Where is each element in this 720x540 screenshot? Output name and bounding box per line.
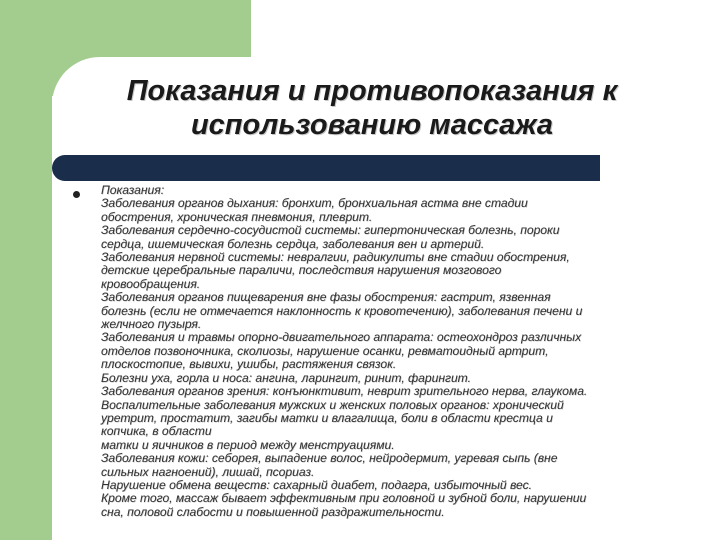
indications-line: обострения, хроническая пневмония, плеврит. xyxy=(101,209,373,224)
indications-line: Заболевания органов дыхания: бронхит, бронхиальная астма вне стадии xyxy=(101,196,528,211)
title-underline-bar xyxy=(52,155,600,181)
indications-line: сна, половой слабости и повышенной раздражительности. xyxy=(101,504,445,519)
indications-text xyxy=(101,184,671,519)
indications-line: сердца, ишемическая болезнь сердца, заболевания вен и артерий. xyxy=(101,236,485,251)
indications-line: сильных нагноений), лишай, псориаз. xyxy=(101,464,315,479)
indications-line: Кроме того, массаж бывает эффективным при головной и зубной боли, нарушении xyxy=(101,491,587,506)
indications-line: матки и яичников в период между менструациями. xyxy=(101,437,395,452)
indications-line: кровообращения. xyxy=(101,276,201,291)
indications-line: Заболевания и травмы опорно-двигательного аппарата: остеохондроз различных xyxy=(101,330,582,345)
indications-line: Заболевания кожи: себорея, выпадение волос, нейродермит, угревая сыпь (вне xyxy=(101,451,558,466)
indications-line: желчного пузыря. xyxy=(101,317,202,332)
indications-line: детские церебральные параличи, последствия нарушения мозгового xyxy=(101,263,502,278)
indications-line: отделов позвоночника, сколиозы, нарушение осанки, ревматоидный артрит, xyxy=(101,343,549,358)
indications-line: Болезни уха, горла и носа: ангина, ларингит, ринит, фарингит. xyxy=(101,370,471,385)
slide-title xyxy=(62,74,682,142)
indications-line: копчика, в области xyxy=(101,424,212,439)
indications-line: болезнь (если не отмечается наклонность к кровотечению), заболевания печени и xyxy=(101,303,583,318)
indications-line: Заболевания органов пищеварения вне фазы обострения: гастрит, язвенная xyxy=(101,290,551,305)
indications-line: Нарушение обмена веществ: сахарный диабет, подагра, избыточный вес. xyxy=(101,477,533,492)
bullet-icon xyxy=(73,191,80,198)
indications-line: Заболевания нервной системы: невралгии, радикулиты вне стадии обострения, xyxy=(101,250,570,265)
indications-line: Заболевания сердечно-сосудистой системы: гипертоническая болезнь, пороки xyxy=(101,223,560,238)
slide-title-line: Показания и противопоказания к xyxy=(126,75,618,107)
green-side-strip xyxy=(0,0,52,540)
indications-line: Воспалительные заболевания мужских и женских половых органов: хронический xyxy=(101,397,564,412)
slide-title-line: использованию массажа xyxy=(190,109,554,141)
indications-line: Заболевания органов зрения: конъюнктивит, неврит зрительного нерва, глаукома. xyxy=(101,384,588,399)
indications-line: уретрит, простатит, загибы матки и влагалища, боли в области крестца и xyxy=(101,410,553,425)
indications-heading: Показания: xyxy=(101,183,165,197)
indications-line: плоскостопие, вывихи, ушибы, растяжения связок. xyxy=(101,357,397,372)
